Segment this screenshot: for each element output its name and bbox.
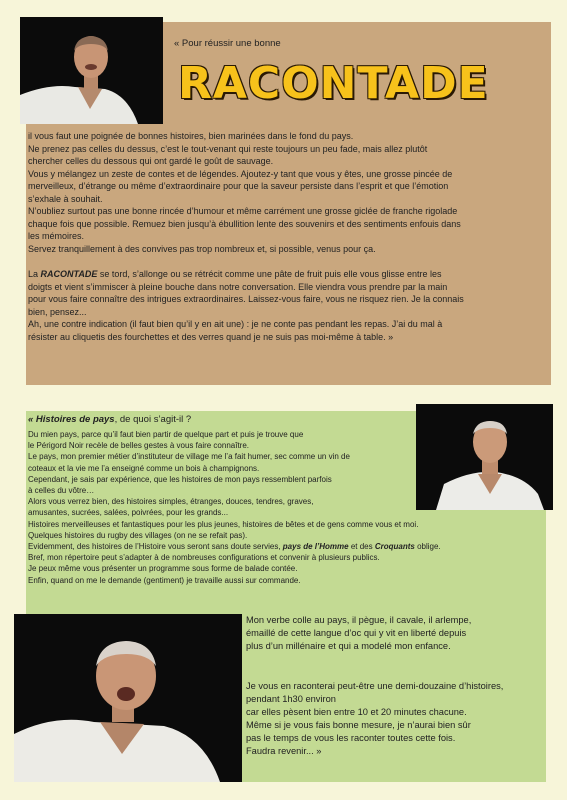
section2-line: Histoires merveilleuses et fantastiques pour les plus jeunes, histoires de bêtes et de gens comme vous et moi. bbox=[28, 519, 419, 529]
section2-heading: « Histoires de pays, de quoi s’agit-il ? bbox=[28, 414, 192, 425]
section1-line: les mémoires. bbox=[28, 231, 85, 241]
section3-line: Faudra revenir... » bbox=[246, 746, 322, 756]
section2-line: Quelques histoires du rugby des villages (on ne se refait pas). bbox=[28, 530, 248, 540]
section3-line: plus d’un millénaire et qui a modelé mon enfance. bbox=[246, 641, 451, 651]
section2-line: amusantes, sucrées, salées, poivrées, pour les grands... bbox=[28, 508, 229, 518]
section1-para2-line: doigts et vient s’immiscer à pleine bouche dans notre conversation. Elle viendra vous prendre par la main bbox=[28, 281, 448, 292]
section2-line: Je peux même vous présenter un programme sous forme de balade contée. bbox=[28, 564, 298, 574]
section1-line: il vous faut une poignée de bonnes histoires, bien marinées dans le fond du pays. bbox=[28, 131, 354, 141]
section3-line: Je vous en raconterai peut-être une demi-douzaine d’histoires, bbox=[246, 681, 504, 691]
section1-line: chaque fois que possible. Remuez bien jusqu’à ébullition lente des souvenirs et des sentiments enfouis dans bbox=[28, 218, 461, 229]
section1-line: Servez tranquillement à des convives pas trop nombreux et, si possible, venus pour ça. bbox=[28, 244, 376, 254]
section1-line: Vous y mélangez un zeste de contes et de légendes. Ajoutez-y tant que vous y êtes, une grosse pincée de bbox=[28, 168, 453, 179]
storyteller-photo-bottom bbox=[14, 614, 242, 782]
section1-para2-line: bien, pensez... bbox=[28, 306, 87, 317]
storyteller-photo-top bbox=[20, 17, 163, 124]
storyteller-photo-middle bbox=[416, 404, 553, 510]
quote-intro: « Pour réussir une bonne bbox=[174, 38, 281, 49]
section3-line: pendant 1h30 environ bbox=[246, 694, 336, 704]
section1-line: s’exhale à souhait. bbox=[28, 193, 103, 204]
section1-para2-line: résister au cliquetis des fourchettes et des verres quand je ne suis pas moi-même à table. » bbox=[28, 331, 394, 342]
section3-line: car elles pèsent bien entre 10 et 20 minutes chacune. bbox=[246, 707, 467, 717]
racontade-inline: RACONTADE bbox=[40, 269, 98, 279]
section3-line: Même si je vous fais bonne mesure, je n’aurai bien sûr bbox=[246, 720, 471, 730]
section1-para2-line: Ah, une contre indication (il faut bien qu’il y en ait une) : je ne conte pas pendant les repas. J’ai du mal à bbox=[28, 319, 443, 329]
section2-line: Alors vous verrez bien, des histoires simples, étranges, douces, tendres, graves, bbox=[28, 497, 314, 507]
section1-line: chercher celles du dessous qui ont gardé le goût de sauvage. bbox=[28, 156, 274, 166]
section1-para2-line: pour vous faire connaître des intrigues extraordinaires. Laissez-vous faire, vous ne risquez rien. Je la connais bbox=[28, 294, 464, 304]
section3-line: Mon verbe colle au pays, il pègue, il cavale, il arlempe, bbox=[246, 615, 472, 625]
section1-para2-line: La RACONTADE se tord, s’allonge ou se rétrécit comme une pâte de fruit puis elle vous glisse entre les bbox=[28, 269, 442, 279]
section2-line: Le pays, mon premier métier d’instituteur de village me l’a fait humer, sec comme un vin de bbox=[28, 452, 350, 462]
section3-line: émaillé de cette langue d’oc qui y vit en liberté depuis bbox=[246, 628, 467, 638]
section2-evidemment-line: Evidemment, des histoires de l’Histoire vous seront sans doute servies, pays de l’Homme et des Croquants oblige. bbox=[28, 542, 441, 551]
section2-line: coteaux et la vie me l’a enseigné comme un bois à champignons. bbox=[28, 463, 260, 473]
section2-line: le Périgord Noir recèle de belles gestes à vous faire connaître. bbox=[28, 441, 250, 451]
section2-line: Enfin, quand on me le demande (gentiment) je travaille aussi sur commande. bbox=[28, 575, 301, 585]
section2-line: à celles du vôtre… bbox=[28, 486, 95, 495]
section1-line: N’oubliez surtout pas une bonne rincée d’humour et même carrément une grosse giclée de franche rigolade bbox=[28, 206, 458, 216]
section3-line: pas le temps de vous les raconter toutes cette fois. bbox=[246, 733, 456, 743]
section1-line: merveilleux, d’étrange ou même d’extraordinaire pour que la saveur persiste dans l’esprit et que l’émotion bbox=[28, 181, 449, 191]
section2-line: Cependant, je sais par expérience, que les histoires de mon pays ressemblent parfois bbox=[28, 474, 332, 484]
section2-line: Du mien pays, parce qu’il faut bien partir de quelque part et puis je trouve que bbox=[28, 430, 304, 439]
racontade-title: RACONTADE bbox=[178, 58, 489, 109]
section2-line: Bref, mon répertoire peut s’adapter à de nombreuses configurations et convenir à plusieurs publics. bbox=[28, 553, 380, 563]
section1-line: Ne prenez pas celles du dessus, c’est le tout-venant qui reste toujours un peu fade, mais allez plutôt bbox=[28, 143, 428, 154]
